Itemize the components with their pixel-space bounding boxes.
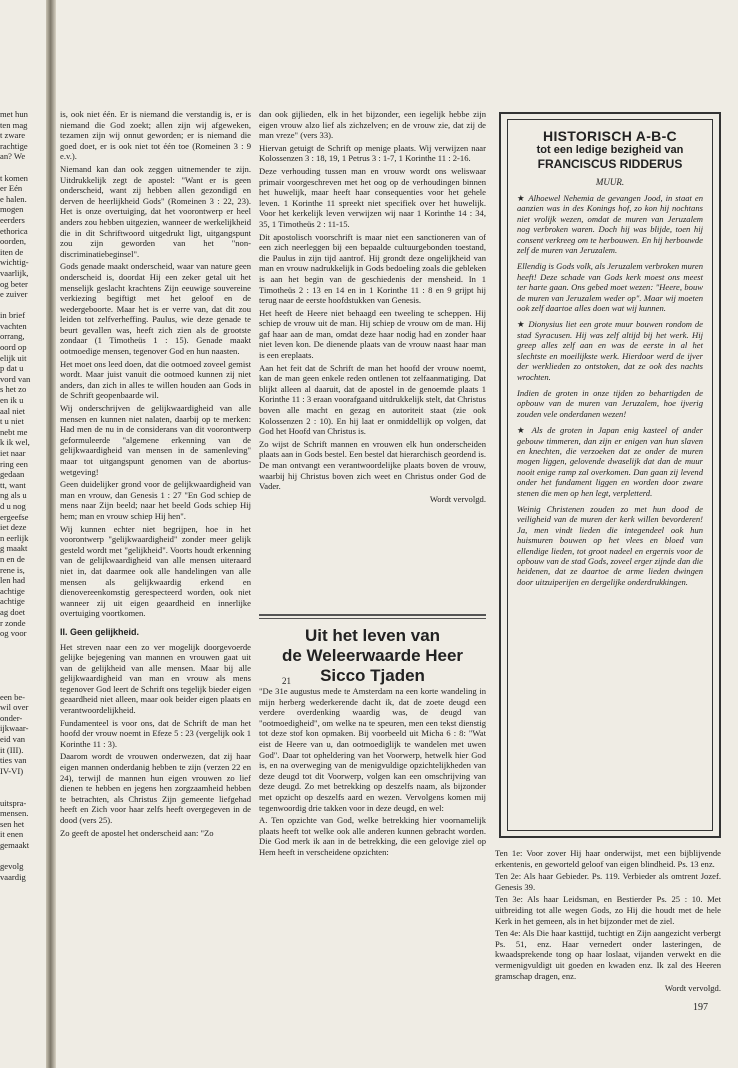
fragment-line (0, 162, 42, 173)
to-be-continued: Wordt vervolgd. (429, 493, 486, 504)
article-title-line-1: Uit het leven van (304, 626, 441, 645)
fragment-line: vaarlijk, (0, 267, 29, 278)
fragment-line (0, 776, 42, 787)
fragment-line (0, 681, 42, 692)
fragment-line: ag doet (0, 606, 26, 617)
column-1 (60, 109, 251, 959)
fragment-line: an? We (0, 151, 26, 162)
fragment-line: vachten (0, 320, 27, 331)
paragraph: Geen duidelijker grond voor de gelijkwaardigheid van man en vrouw, dan Genesis 1 : 27 "En God schiep de mens naar Zijn beeld; naar het beeld Gods schiep Hij hem; man en vrouw schiep Hij hen". (60, 479, 251, 521)
box-paragraph (517, 425, 703, 498)
fragment-line: n eerlijk (0, 532, 29, 543)
fragment-line: p dat u (0, 363, 24, 374)
fragment-line: uitspra- (0, 797, 27, 808)
box-paragraph-text: Als de groten in Japan enig kasteel of ander gebouw timmeren, dan zijn er enigen van hun slaven en knechten, die verzoeken dat ze onder de muren mogen liggen, gelovende dwaselijk dat dan de muur nooit enige ramp zal overkomen. Dan gaan zij levend onder het fundament liggen en worden door zware stenen die men op hen legt, verpletterd. (517, 425, 703, 498)
fragment-line: en ik u (0, 395, 24, 406)
fragment-line: og beter (0, 278, 28, 289)
fragment-line: achtige (0, 596, 25, 607)
box-paragraph (517, 504, 703, 587)
fragment-line: elijk uit (0, 352, 27, 363)
section-heading: II. Geen gelijkheid. (60, 626, 140, 637)
fragment-line: it (III). (0, 744, 24, 755)
fragment-line: ten mag (0, 119, 28, 130)
fragment-line: ijkwaar- (0, 723, 29, 734)
article-title-line-3: Sicco Tjaden (320, 666, 425, 685)
paragraph: A. Ten opzichte van God, welke betrekking hier voornamelijk plaats heeft tot welke ook alle anderen kunnen gebracht worden. Die God merk ik aan in de betrekking, die een gelovige ziel op Hem heeft in verscheidene opzichten: (259, 815, 486, 857)
fragment-line: in brief (0, 310, 26, 321)
article-title (259, 626, 486, 686)
box-paragraph-text: Alhoewel Nehemia de gevangen Jood, in staat en aanzien was in des Konings hof, zo kon hij nochtans niet vrolijk wezen, omdat de muren van Jeruzalem nog verbroken waren. Doch hij was blijde, toen hij consent verkreeg om te herbouwen. En hij herbouwde zelf de muren van Jeruzalem. (517, 193, 703, 256)
fragment-line: mensen. (0, 808, 29, 819)
fragment-line: e zuiver (0, 289, 28, 300)
fragment-line: ring een (0, 458, 28, 469)
fragment-line: mogen (0, 204, 24, 215)
left-page-fragments (0, 109, 42, 882)
fragment-line: nebt me (0, 426, 28, 437)
fragment-line: rachtige (0, 140, 28, 151)
paragraph: "De 31e augustus mede te Amsterdam na een korte wandeling in mijn herberg wederkerende dacht ik, dat de zoete deugd een verdere overdenking waardig was, de deugd van "ootmoedigheid", om welke na te speuren, men een tekst dienstig tot deze stof kon opmaken. Bij voorbeeld uit Micha 6 : 8: "Wat eist de Heere van u, dan ootmoediglijk te wandelen met uwen God". Daar tot opheldering van het Voorwerp, hetwelk hier God is, en na overweging van de menigvuldige opzichtelijkheden van deze deugd tot dit Voorwerp, volgen kan een omschrijving van deze deugd. Zo met betrekking op deszelfs naam, als bijzonder met opzicht op deszelfs aard en wezen. Vervolgens komen mij tegenwoordig drie takken voor in deze deugd, en wel: (259, 686, 486, 813)
episode-number: 21 (282, 676, 291, 686)
paragraph: Zo geeft de apostel het onderscheid aan: "Zo (60, 827, 214, 838)
paragraph: Wij onderschrijven de gelijkwaardigheid van alle mensen en kunnen niet nalaten, daarbij op te merken: Had men de nu in de considerans van dit voorontwerp geformuleerde "algemene erkenning van de gelijkwaardigheid van mensen in de samenleving" maar tot uitgangspunt genomen van de abortus-wetgeving! (60, 403, 251, 477)
star-icon: ★ (517, 425, 528, 436)
star-icon: ★ (517, 193, 526, 203)
fragment-line: orrang, (0, 331, 25, 342)
fragment-line (0, 787, 42, 798)
article-body (259, 686, 486, 976)
fragment-line: ties van (0, 755, 27, 766)
to-be-continued-2: Wordt vervolgd. (664, 983, 721, 994)
column-3 (495, 848, 721, 994)
fragment-line: wil over (0, 702, 29, 713)
fragment-line: oord op (0, 342, 27, 353)
fragment-line: d u nog (0, 500, 26, 511)
article-title-line-2: de Weleerwaarde Heer (281, 646, 464, 665)
paragraph: Aan het feit dat de Schrift de man het hoofd der vrouw noemt, kan de man geen enkele reden ontlenen tot zelfaanmatiging. Dat blijkt alleen al daaruit, dat de apostel in de genoemde plaats 1 Korinthe 11 : 3 eraan voorafgaand uitdrukkelijk stelt, dat Christus boven alle macht en gezag en autoriteit staat (zie ook Kolossenzen 2 : 10). En hij laat er onmiddellijk op volgen, dat God het Hoofd van Christus is. (259, 362, 486, 437)
box-paragraph (517, 388, 703, 419)
page-fold (46, 0, 56, 1068)
box-paragraph-text: Indien de groten in onze tijden zo behartigden de opbouw van de muren van Jeruzalem, hoe ijverig zouden vele onderdanen wezen! (517, 387, 703, 419)
paragraph: Zo wijst de Schrift mannen en vrouwen elk hun onderscheiden plaats aan in Gods bestel. Een bestel dat hierarchisch geordend is. De man ontvangt een verantwoordelijke plaats boven de vrouw, waarbij hij Christus boven zich weet en Christus onder God de Vader. (259, 438, 486, 492)
fragment-line: tt, want (0, 479, 26, 490)
fragment-line: met hun (0, 109, 28, 119)
paragraph: Gods genade maakt onderscheid, waar van nature geen onderscheid is, doordat Hij een zeker getal uit het menselijk geslacht krachtens Zijn eeuwige souvereine verkiezing begiftigt met het geloof en de wedergeboorte. Maar het is er verre van, dat dit zou leiden tot zelfverheffing. Paulus, wie deze genade te beurt gevallen was, heeft zich zien als de grootste zondaar (1 Timotheüs 1 : 15). Genade maakt ootmoedige mensen, tegenover God en hun naasten. (60, 261, 251, 357)
fragment-line: g maakt (0, 543, 28, 554)
fragment-line (0, 660, 42, 671)
paragraph: Wij kunnen echter niet begrijpen, hoe in het voorontwerp "gelijkwaardigheid" zonder meer gelijk gesteld wordt met "gelijkheid". Voorts houdt erkenning van de gelijkwaardigheid van alle mensen uiteraard niet in, dat daarmee ook alle handelingen van alle mensen als gelijkwaardig erkend en dienovereenkomstig gerespecteerd worden, ook niet wanneer zij uit eigen geaardheid en innerlijke overtuiging voortkomen. (60, 523, 251, 619)
fragment-line: ergeefse (0, 511, 29, 522)
column-2 (259, 109, 486, 619)
paragraph: Ten 2e: Als haar Gebieder. Ps. 119. Verbieder als omtrent Jozef. Genesis 39. (495, 871, 721, 892)
fragment-line: een be- (0, 691, 26, 702)
fragment-line: gemaakt (0, 839, 30, 850)
box-paragraph-text: Ellendig is Gods volk, als Jeruzalem verbroken muren heeft! Deze schade van Gods kerk moest ons meest ter harte gaan. Ons gebed moet wezen: "Heere, bouw de muren van Jeruzalem weder op". Maar wij moeten ook zelf daartoe alles doen wat wij kunnen. (517, 261, 703, 314)
fragment-line: onder- (0, 712, 23, 723)
box-title: HISTORISCH A-B-C (543, 128, 677, 144)
fragment-line: t zware (0, 130, 26, 141)
box-paragraph (517, 193, 703, 255)
column-1-text-continued (60, 642, 251, 839)
fragment-line: ethorica (0, 225, 28, 236)
paragraph: Dit apostolisch voorschrift is maar niet een sanctioneren van of een zich neerleggen bij een bepaalde cultuurgebonden toestand, die Paulus in zijn tijd aantrof. Hij grondt deze ongelijkheid van man en vrouw nadrukkelijk in Gods bedoeling zoals die gebleken is aan het begin van de geschiedenis der mensheid. In 1 Timotheüs 2 : 13 en 14 en in 1 Korinthe 11 : 8 en 9 grijpt hij terug naar de eerste hoofdstukken van Genesis. (259, 231, 486, 306)
divider-rule (259, 614, 486, 616)
fragment-line: iten de (0, 246, 24, 257)
page-number: 197 (693, 1002, 708, 1013)
fragment-line: gedaan (0, 469, 25, 480)
fragment-line (0, 851, 42, 862)
fragment-line (0, 649, 42, 660)
paragraph: Ten 3e: Als haar Leidsman, en Bestierder Ps. 25 : 10. Met uitbreiding tot alle wegen Gods, zo Hij die houdt met de hele Kerk in het gemeen, als in het bijzonder met de ziel. (495, 894, 721, 926)
fragment-line: e halen. (0, 193, 27, 204)
paragraph: Fundamenteel is voor ons, dat de Schrift de man het hoofd der vrouw noemt in Efeze 5 : 23 (vergelijk ook 1 Korinthe 11 : 3). (60, 717, 251, 749)
fragment-line: oorden, (0, 236, 27, 247)
box-section-label: MUUR. (595, 177, 625, 187)
paragraph: is, ook niet één. Er is niemand die verstandig is, er is niemand die God zoekt; allen zijn wij afgeweken, tezamen zijn wij onnut geworden; er is niemand die goed doet, er is ook niet tot één toe (Romeinen 3 : 9 e.v.). (60, 109, 251, 162)
box-author: FRANCISCUS RIDDERUS (537, 157, 683, 171)
divider-rule-thin (259, 618, 486, 619)
box-paragraph (517, 261, 703, 313)
paragraph: Ten 1e: Voor zover Hij haar onderwijst, met een bijblijvende erkentenis, en geworteld geloof van eigen blindheid. Ps. 13 enz. (495, 848, 721, 869)
box-paragraph-text: Weinig Christenen zouden zo met hun dood de veiligheid van de muren der kerk willen bevorderen! Ja, men vindt lieden die integendeel ook hun huismuren bouwen op het vlees en bloed van ellendige lieden, tot groot nadeel en ergernis voor de opbouw van de stad Gods, zoveel erger zijnde dan die heidenen, dat ze daartoe de arme lieden dwingen door uitzuiperijen en dergelijke onderdrukkingen. (517, 503, 703, 587)
fragment-line (0, 300, 42, 311)
paragraph: Niemand kan dan ook zeggen uitnemender te zijn. Uitdrukkelijk zegt de apostel: "Want er is geen onderscheid, want zij hebben allen gezondigd en derven de heerlijkheid Gods" (Romeinen 3 : 22, 23). Het is onze overtuiging, dat het voorontwerp er heel anders zou hebben uitgezien, wanneer de werkelijkheid die in dit Schriftwoord uitgedrukt ligt, uitgangspunt zou zijn geworden van het "non-discriminatiebeginsel". (60, 163, 251, 259)
paragraph: Deze verhouding tussen man en vrouw wordt ons weliswaar primair voorgeschreven met het oog op de verhoudingen binnen het huwelijk, maar heeft haar consequenties voor het gehele leven. 1 Korinthe 11 spreekt niet specifiek over het huwelijk. Voor het kerkelijk leven verwijzen wij naar 1 Korinthe 14 : 34, 35, 1 Timotheüs 2 : 11-15. (259, 165, 486, 229)
fragment-line: iet naar (0, 448, 26, 458)
box-subtitle: tot een ledige bezigheid van (536, 144, 684, 156)
fragment-line: og voor (0, 628, 27, 639)
paragraph: dan ook gijlieden, elk in het bijzonder, een iegelijk hebbe zijn eigen vrouw alzo lief als zichzelven; en de vrouw zie, dat zij de man vreze" (vers 33). (259, 109, 486, 141)
column-2-text (259, 109, 486, 492)
paragraph: Het moet ons leed doen, dat die ootmoed zoveel gemist wordt. Maar juist vanuit die ootmoed kunnen zij niet anders, dan zich in alles te willen houden aan Gods in de Schrift geopenbaarde wil. (60, 358, 251, 401)
fragment-line: rene is, (0, 564, 25, 575)
fragment-line: n en de (0, 553, 25, 564)
fragment-line: wichtig- (0, 257, 29, 268)
fragment-line: t u niet (0, 416, 24, 427)
fragment-line: ng als u (0, 490, 27, 501)
box-text (517, 193, 703, 587)
column-1-text (60, 109, 251, 619)
paragraph: Hiervan getuigt de Schrift op menige plaats. Wij verwijzen naar Kolossenzen 3 : 18, 19, 1 Petrus 3 : 1-7, 1 Korinthe 11 : 2-16. (259, 142, 486, 164)
fragment-line: k ik wel, (0, 437, 30, 448)
box-inner (507, 119, 713, 831)
historisch-abc-box (499, 112, 721, 838)
fragment-line: vord van (0, 373, 31, 384)
fragment-line: r zonde (0, 617, 26, 628)
paragraph: Het heeft de Heere niet behaagd een tweeling te scheppen. Hij schiep de vrouw uit de man. Hij schiep de vrouw om de man. Hij gaf haar aan de man, omdat deze haar nodig had en zonder haar niet leven kon. De dienende plaats van de vrouw naast haar man is een ereplaats. (259, 307, 486, 361)
fragment-line: er Eén (0, 183, 23, 194)
fragment-line: iet deze (0, 522, 27, 533)
box-paragraph (517, 319, 703, 381)
fragment-line (0, 639, 42, 650)
fragment-line: eid van (0, 734, 26, 745)
column-3-text (495, 848, 721, 981)
fragment-line: eerders (0, 214, 25, 225)
fragment-line: vaardig (0, 871, 26, 882)
box-paragraph-text: Dionysius liet een grote muur bouwen rondom de stad Syracusen. Hij was zelf altijd bij het werk. Hij greep alles zelf aan en was de eerste in al het slechtste en moeilijkste werk. Hierdoor werd de ijver der werklieden zo ontstoken, dat ze ook des nachts wrochten. (517, 319, 703, 382)
fragment-line: s het zo (0, 384, 27, 395)
paragraph: Het streven naar een zo ver mogelijk doorgevoerde gelijke bejegening van mannen en vrouwen gaat uit van de gelijkheid van alle mensen. Maar bij alle gelijkwaardigheid van man en vrouw als mens tegenover God leert de Schrift ons tegelijk bieder eigen geaardheid niet alleen, maar ook beider eigen plaats en verantwoordelijkheid. (60, 641, 251, 716)
fragment-line: gevolg (0, 861, 24, 872)
fragment-line: it enen (0, 829, 24, 840)
paragraph: Ten 4e: Als Die haar kasttijd, tuchtigt en Zijn aangezicht verbergt Ps. 51, enz. Haar vernedert onder lasteringen, de kwaadsprekende tong op haar loslaat, vijanden verwekt en die vermenigvuldigt uit goeden en kwaden enz. Ik zal des Heeren gramschap dragen, enz. (495, 928, 721, 981)
paragraph: Daarom wordt de vrouwen onderwezen, dat zij haar eigen mannen onderdanig hebben te zijn (verzen 22 en 24), terwijl de mannen hun eigen vrouwen zo lief dienen te hebben en jegens hen zorgzaamheid hebben te betrachten, als Christus Zijn gemeente liefgehad heeft en Zich voor haar zelfs heeft overgegeven in de dood (vers 25). (60, 751, 251, 825)
fragment-line: aal niet (0, 405, 26, 416)
fragment-line (0, 670, 42, 681)
fragment-line: achtige (0, 585, 25, 596)
star-icon: ★ (517, 319, 526, 330)
fragment-line: IV-VI) (0, 765, 24, 776)
fragment-line: sen het (0, 818, 25, 829)
fragment-line: len had (0, 575, 26, 586)
fragment-line: t komen (0, 172, 28, 183)
